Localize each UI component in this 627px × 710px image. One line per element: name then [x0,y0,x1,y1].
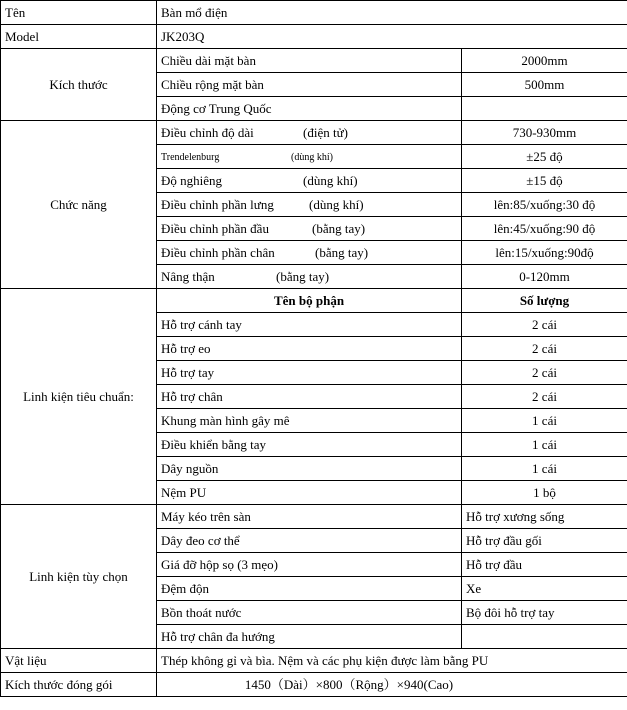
optional-right [462,625,627,649]
part-header: Tên bộ phận [157,289,462,313]
function-mode: (bằng tay) [276,268,330,284]
dimension-name: Chiều rộng mặt bàn [157,73,462,97]
row-function [1,121,627,145]
row-dimension [1,49,627,73]
name-value: Bàn mổ điện [157,1,627,25]
function-cell [157,145,462,169]
package-value: 1450（Dài）×800（Rộng）×940(Cao) [157,673,627,697]
function-cell [157,193,462,217]
function-cell [157,217,462,241]
function-mode: (điện tử) [303,124,348,140]
part-name: Hỗ trợ eo [157,337,462,361]
function-name: Điều chỉnh độ dài [161,124,254,140]
row-model [1,25,627,49]
optional-right: Hỗ trợ đầu [462,553,627,577]
dimension-value [462,97,627,121]
function-value: 0-120mm [462,265,627,289]
function-value: lên:85/xuống:30 độ [462,193,627,217]
material-value: Thép không gỉ và bìa. Nệm và các phụ kiện được làm bằng PU [157,649,627,673]
optional-right: Hỗ trợ xương sống [462,505,627,529]
model-label: Model [1,25,157,49]
function-cell [157,169,462,193]
part-qty: 1 cái [462,457,627,481]
part-qty: 1 cái [462,409,627,433]
row-material [1,649,627,673]
dimension-name: Chiều dài mặt bàn [157,49,462,73]
part-qty: 2 cái [462,313,627,337]
part-name: Khung màn hình gây mê [157,409,462,433]
functions-label: Chức năng [1,121,157,289]
optional-left: Máy kéo trên sàn [157,505,462,529]
name-label: Tên [1,1,157,25]
dimension-value: 2000mm [462,49,627,73]
row-standard-header [1,289,627,313]
function-mode: (dùng khí) [309,196,364,212]
function-name: Điều chỉnh phần đầu [161,220,269,236]
qty-header: Số lượng [462,289,627,313]
model-value: JK203Q [157,25,627,49]
function-name: Trendelenburg [161,151,220,163]
function-value: ±25 độ [462,145,627,169]
optional-label: Linh kiện tùy chọn [1,505,157,649]
optional-left: Đệm độn [157,577,462,601]
function-name: Độ nghiêng [161,172,223,188]
function-value: 730-930mm [462,121,627,145]
row-optional [1,505,627,529]
part-qty: 1 bộ [462,481,627,505]
optional-right: Hỗ trợ đầu gối [462,529,627,553]
part-name: Điều khiển bằng tay [157,433,462,457]
optional-right: Xe [462,577,627,601]
function-cell [157,121,462,145]
part-name: Dây nguồn [157,457,462,481]
row-name [1,1,627,25]
function-cell [157,241,462,265]
row-package [1,673,627,697]
optional-left: Dây đeo cơ thể [157,529,462,553]
dimension-value: 500mm [462,73,627,97]
function-mode: (bằng tay) [312,220,366,236]
optional-right: Bộ đôi hỗ trợ tay [462,601,627,625]
optional-left: Bồn thoát nước [157,601,462,625]
function-name: Điều chỉnh phần lưng [161,196,274,212]
function-value: lên:45/xuống:90 độ [462,217,627,241]
part-name: Hỗ trợ cánh tay [157,313,462,337]
part-name: Hỗ trợ tay [157,361,462,385]
part-name: Hỗ trợ chân [157,385,462,409]
function-value: lên:15/xuống:90độ [462,241,627,265]
dimensions-label: Kích thước [1,49,157,121]
optional-left: Hỗ trợ chân đa hướng [157,625,462,649]
part-qty: 2 cái [462,337,627,361]
part-qty: 1 cái [462,433,627,457]
part-qty: 2 cái [462,361,627,385]
dimension-name: Động cơ Trung Quốc [157,97,462,121]
function-value: ±15 độ [462,169,627,193]
function-name: Điều chỉnh phần chân [161,244,275,260]
function-mode: (bằng tay) [315,244,369,260]
part-qty: 2 cái [462,385,627,409]
function-mode: (dùng khí) [303,172,358,188]
optional-left: Giá đỡ hộp sọ (3 mẹo) [157,553,462,577]
material-label: Vật liệu [1,649,157,673]
function-mode: (dùng khí) [291,151,333,163]
part-name: Nệm PU [157,481,462,505]
function-name: Nâng thận [161,268,215,284]
standard-label: Linh kiện tiêu chuẩn: [1,289,157,505]
function-cell [157,265,462,289]
package-label: Kích thước đóng gói [1,673,157,697]
